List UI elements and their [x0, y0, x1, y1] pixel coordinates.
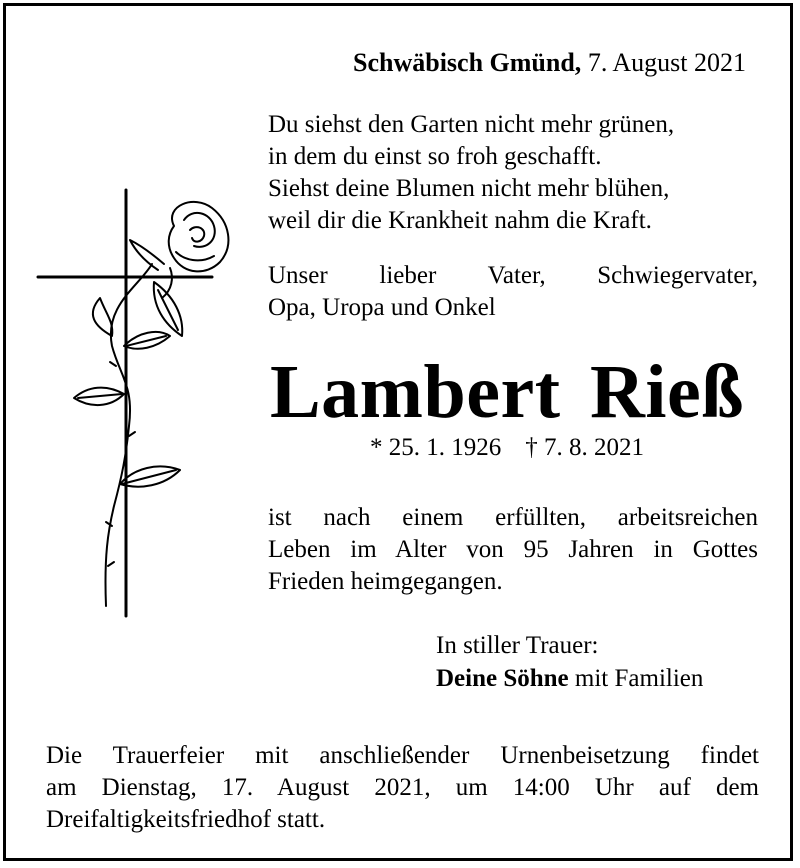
mourners-bold: Deine Söhne	[436, 665, 569, 692]
text-line: Leben im Alter von 95 Jahren in Gottes	[268, 536, 758, 563]
text-line: Frieden heimgegangen.	[268, 568, 503, 595]
intro-text	[268, 260, 758, 324]
life-dates	[268, 434, 746, 462]
mourners-rest: mit Familien	[568, 665, 704, 692]
place-date	[6, 48, 746, 78]
death-date: † 7. 8. 2021	[525, 434, 644, 461]
poem	[268, 109, 758, 237]
date: 7. August 2021	[587, 48, 746, 77]
obituary-text	[268, 502, 758, 598]
intro-line: Unser lieber Vater, Schwiegervater,	[268, 262, 758, 289]
birth-date: * 25. 1. 1926	[370, 434, 502, 461]
cross-with-rose-icon	[34, 186, 234, 626]
deceased-name: Lambert Rieß	[269, 350, 745, 434]
intro-line: Opa, Uropa und Onkel	[268, 294, 496, 321]
funeral-notice	[46, 740, 759, 836]
mourners-heading: In stiller Trauer:	[436, 632, 599, 659]
poem-line: weil dir die Krankheit nahm die Kraft.	[268, 207, 652, 234]
poem-line: Siehst deine Blumen nicht mehr blühen,	[268, 175, 670, 202]
obituary-frame	[3, 3, 793, 861]
mourners-names	[436, 662, 766, 695]
funeral-line: Dreifaltigkeitsfriedhof statt.	[46, 806, 326, 833]
funeral-line: Die Trauerfeier mit anschließender Urnenbeisetzung findet	[46, 742, 759, 769]
poem-line: Du siehst den Garten nicht mehr grünen,	[268, 111, 675, 138]
text-line: ist nach einem erfüllten, arbeitsreichen	[268, 504, 758, 531]
poem-line: in dem du einst so froh geschafft.	[268, 143, 602, 170]
funeral-line: am Dienstag, 17. August 2021, um 14:00 Uhr auf dem	[46, 774, 759, 801]
place: Schwäbisch Gmünd,	[353, 48, 582, 77]
mourners	[436, 629, 766, 695]
